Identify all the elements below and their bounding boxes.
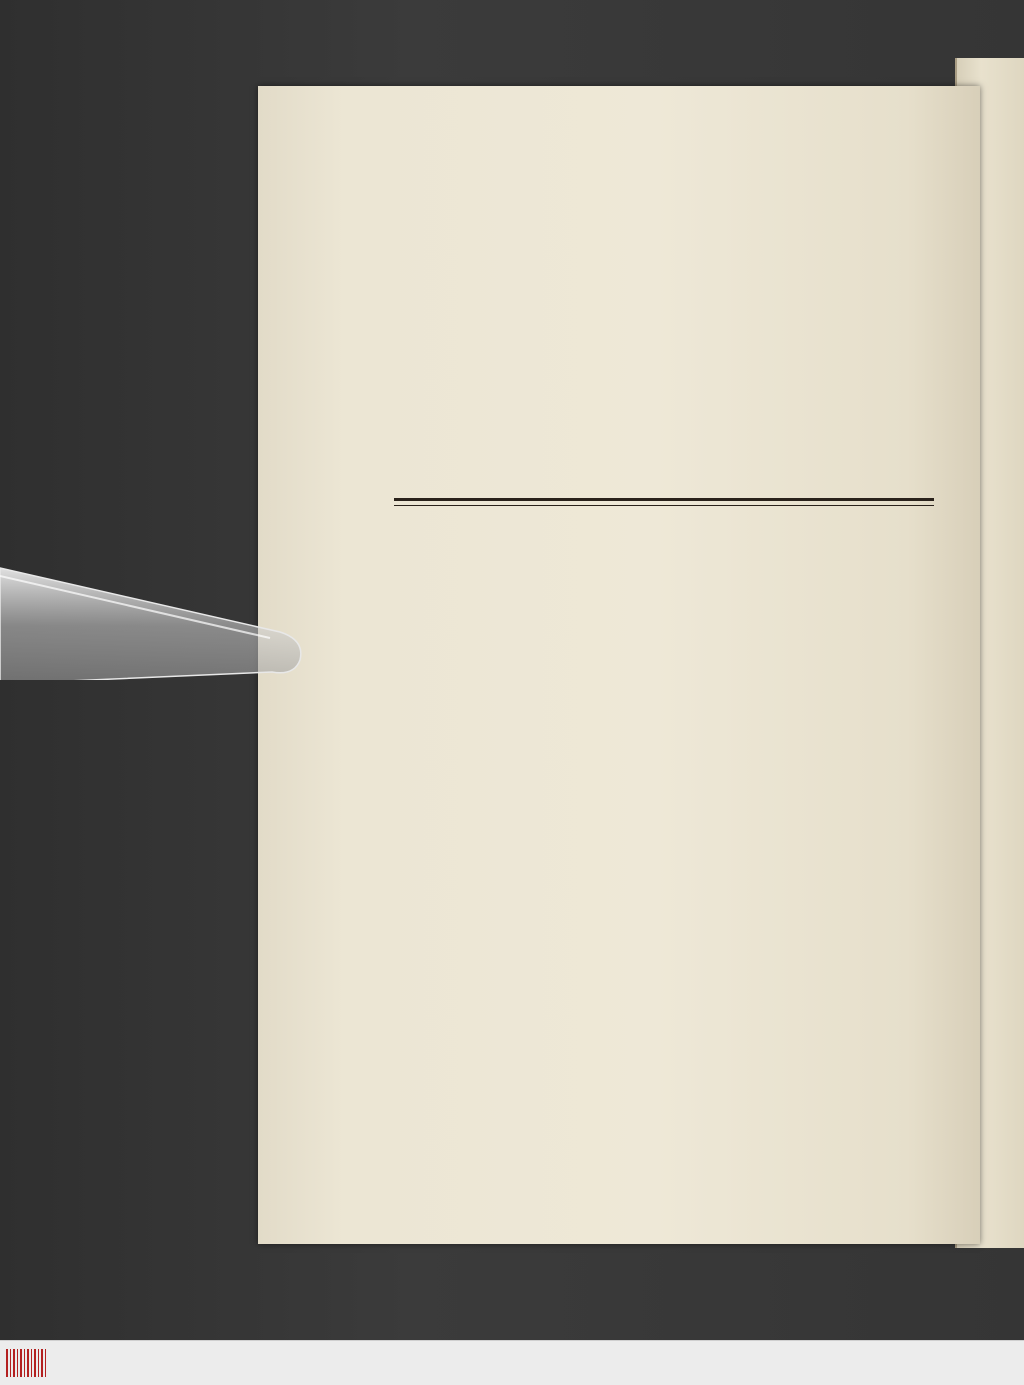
section-rule [394, 498, 934, 506]
hab-logo-icon [6, 1349, 48, 1377]
footer-bar [0, 1340, 1024, 1385]
glass-pointer [0, 560, 310, 680]
pointer-shape [0, 560, 310, 680]
running-head [382, 104, 942, 128]
book-page [258, 86, 980, 1244]
